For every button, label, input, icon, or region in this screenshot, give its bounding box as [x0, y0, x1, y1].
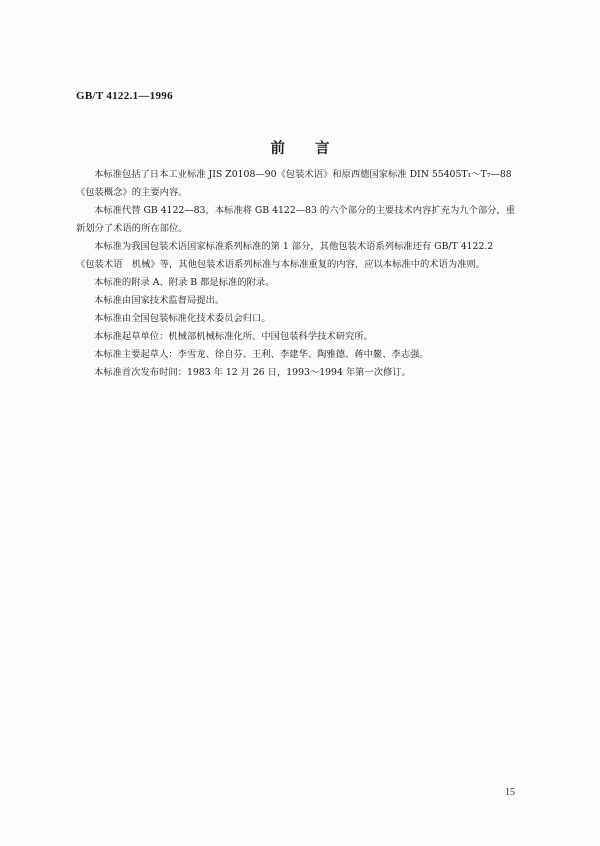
paragraph	[76, 346, 532, 364]
paragraph-line: 本标准为我国包装术语国家标准系列标准的第 1 部分，其他包装术语系列标准还有 GB/T 4122.2	[94, 241, 494, 252]
page-number: 15	[505, 787, 515, 798]
paragraph	[76, 274, 532, 292]
paragraph-line: 《包装术语 机械》等，其他包装术语系列标准与本标准重复的内容，应以本标准中的术语为准则。	[76, 259, 486, 270]
paragraph-line: 本标准由全国包装标准化技术委员会归口。	[94, 313, 271, 324]
standard-code: GB/T 4122.1—1996	[76, 90, 173, 102]
paragraph	[76, 238, 532, 274]
paragraph-line: 本标准由国家技术监督局提出。	[94, 295, 225, 306]
foreword-body	[76, 166, 532, 382]
paragraph	[76, 166, 532, 202]
paragraph-line: 本标准首次发布时间：1983 年 12 月 26 日，1993～1994 年第一次修订。	[94, 367, 411, 378]
paragraph	[76, 310, 532, 328]
paragraph-line: 新划分了术语的所在部位。	[76, 223, 188, 234]
paragraph-line: 本标准起草单位：机械部机械标准化所、中国包装科学技术研究所。	[94, 331, 373, 342]
paragraph-line: 《包装概念》的主要内容。	[76, 187, 188, 198]
paragraph-line: 本标准主要起草人：李雪龙、徐自芬、王利、李建华、陶雅德、蒋中鳌、李志强。	[94, 349, 429, 360]
page-title: 前言	[270, 141, 360, 157]
paragraph	[76, 328, 532, 346]
paragraph	[76, 292, 532, 310]
paragraph-line: 本标准代替 GB 4122—83，本标准将 GB 4122—83 的六个部分的主要技术内容扩充为九个部分，重	[94, 205, 516, 216]
paragraph	[76, 364, 532, 382]
paragraph-line: 本标准包括了日本工业标准 JIS Z0108—90《包装术语》和原西德国家标准 DIN 55405T₁～T₇—88	[94, 169, 512, 180]
paragraph	[76, 202, 532, 238]
paragraph-line: 本标准的附录 A、附录 B 都是标准的附录。	[94, 277, 275, 288]
